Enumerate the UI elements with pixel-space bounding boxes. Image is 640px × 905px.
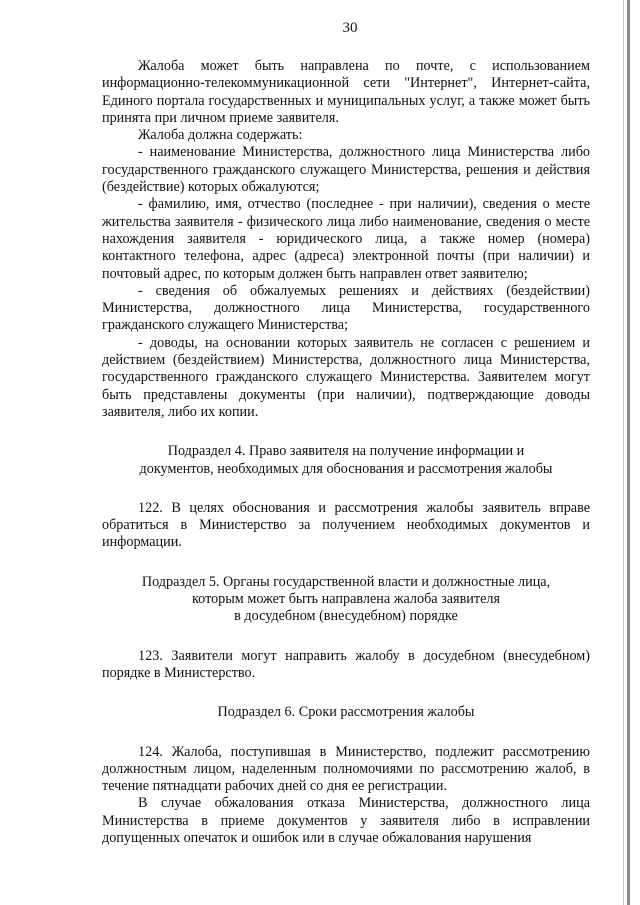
paragraph-complaint-contents-intro: Жалоба должна содержать: — [138, 127, 303, 144]
list-item-arguments: - доводы, на основании которых заявитель не согласен с решением и действием (бездействием) Министерства, должностного лица Министерства, государственного гражданского служащего Министерства. Заявителем могут быть представлены документы (при наличии), подтверждающие доводы заявителя, либо их копии. — [102, 334, 590, 420]
heading-line: в досудебном (внесудебном) порядке — [234, 608, 458, 625]
paragraph-122: 122. В целях обоснования и рассмотрения жалобы заявитель вправе обратиться в Министерство за получением необходимых документов и информации. — [102, 499, 590, 551]
page-number: 30 — [342, 20, 358, 36]
scan-edge-line — [627, 0, 630, 905]
heading-line: которым может быть направлена жалоба заявителя — [192, 591, 500, 608]
paragraph-complaint-channels: Жалоба может быть направлена по почте, с использованием информационно-телекоммуникационной сети "Интернет", Интернет-сайта, Единого портала государственных и муниципальных услуг, а также может быть принята при личном приеме заявителя. — [102, 58, 590, 126]
paragraph-124: 124. Жалоба, поступившая в Министерство, подлежит рассмотрению должностным лицом, наделенным полномочиями по рассмотрению жалоб, в течение пятнадцати рабочих дней со дня ее регистрации. — [102, 743, 590, 795]
list-item-applicant-details: - фамилию, имя, отчество (последнее - при наличии), сведения о месте жительства заявителя - физического лица либо наименование, сведения о месте нахождения заявителя - юридического лица, а также номер (номера) контактного телефона, адрес (адреса) электронной почты (при наличии) и почтовый адрес, по которым должен быть направлен ответ заявителю; — [102, 196, 590, 282]
paragraph-123: 123. Заявители могут направить жалобу в досудебном (внесудебном) порядке в Министерство. — [102, 647, 590, 681]
paragraph-refusal-appeal: В случае обжалования отказа Министерства, должностного лица Министерства в приеме документов у заявителя либо в исправлении допущенных опечаток и ошибок или в случае обжалования нарушения — [102, 795, 590, 846]
heading-line: Подраздел 6. Сроки рассмотрения жалобы — [217, 704, 475, 721]
scan-edge-line — [623, 0, 624, 905]
subsection-heading-6 — [102, 704, 590, 721]
heading-line: Подраздел 5. Органы государственной власти и должностные лица, — [141, 573, 551, 590]
heading-line: документов, необходимых для обоснования и рассмотрения жалобы — [139, 460, 553, 477]
subsection-heading-5 — [102, 574, 590, 626]
list-item-ministry-name: - наименование Министерства, должностного лица Министерства либо государственного гражданского служащего Министерства, решения и действия (бездействие) которых обжалуются; — [102, 144, 590, 196]
subsection-heading-4 — [102, 443, 590, 478]
heading-line: Подраздел 4. Право заявителя на получение информации и — [167, 443, 525, 460]
document-body — [102, 58, 590, 847]
list-item-appealed-decisions: - сведения об обжалуемых решениях и действиях (бездействии) Министерства, должностного лица Министерства, государственного гражданского служащего Министерства; — [102, 282, 590, 334]
